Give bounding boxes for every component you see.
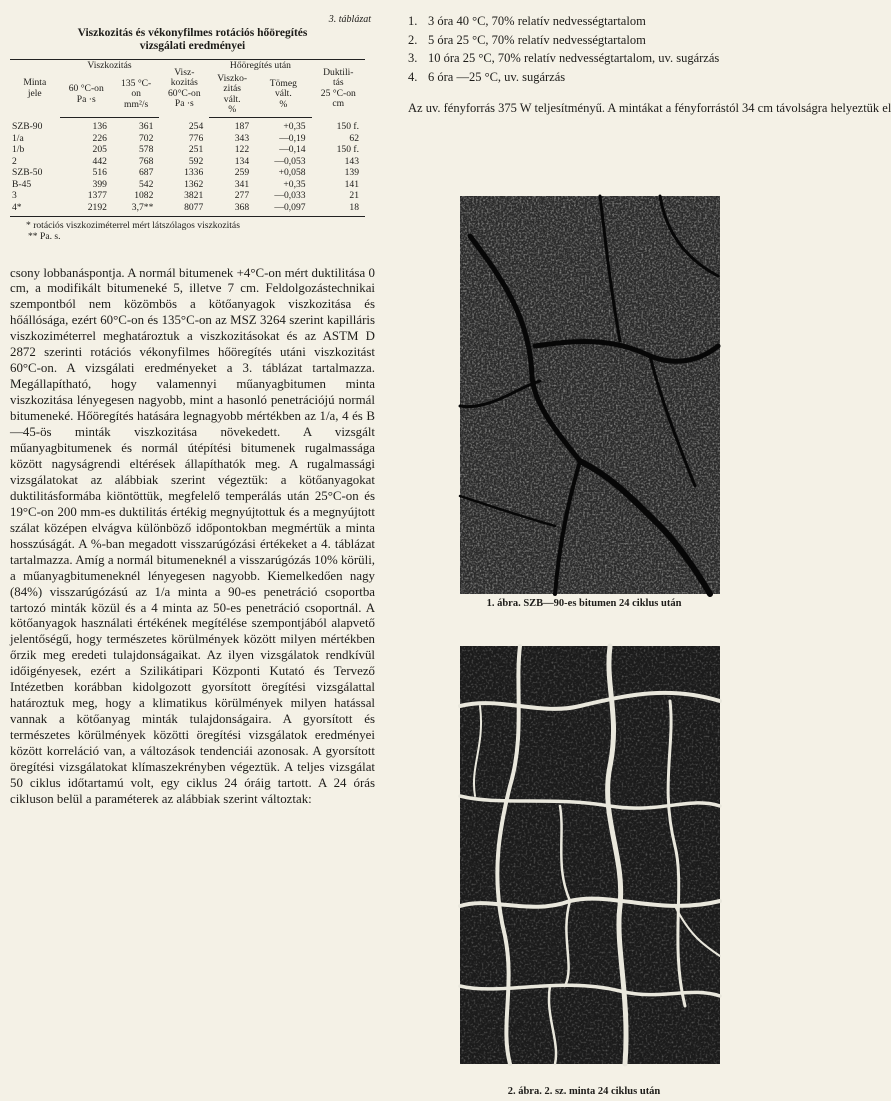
- cell-tomeg: —0,14: [279, 144, 306, 155]
- cell-v60: 2192: [60, 202, 113, 216]
- cell-duktil: 18: [312, 202, 365, 216]
- table-row: [10, 145, 365, 157]
- viscosity-table: [10, 59, 365, 217]
- col-header-tomeg: Tömeg vált. %: [255, 73, 311, 118]
- col-header-hvisz: Viszko- zitás vált. %: [209, 73, 255, 118]
- figure-1-photo: [460, 196, 720, 594]
- col-header-v60: 60 °C-on Pa ·s: [60, 73, 113, 118]
- cell-name: 4*: [10, 202, 60, 216]
- cell-duktil: 21: [349, 190, 359, 201]
- cell-duktil: 150 f.: [336, 144, 359, 155]
- cell-v135: 687: [138, 167, 154, 178]
- cell-v135: 361: [138, 121, 154, 132]
- table-title: [10, 27, 375, 53]
- cell-hvisz: 368: [209, 202, 255, 216]
- cell-vrot: 254: [188, 120, 204, 132]
- cell-tomeg: +0,35: [283, 121, 306, 132]
- cell-name: SZB-90: [12, 120, 43, 132]
- cell-duktil: 62: [349, 132, 359, 144]
- list-item: 4. 6 óra —25 °C, uv. sugárzás: [408, 69, 566, 84]
- table-number: 3. táblázat: [328, 14, 371, 25]
- cell-name: 3: [12, 190, 17, 201]
- col-group-horegites: Hőöregítés után: [209, 60, 311, 73]
- cell-tomeg: —0,097: [255, 202, 311, 216]
- table-row: [10, 191, 365, 203]
- cell-hvisz: 259: [234, 167, 250, 178]
- cell-vrot: 592: [188, 155, 204, 167]
- cell-tomeg: +0,058: [278, 167, 306, 178]
- footnote: ** Pa. s.: [28, 230, 61, 242]
- table-row: [10, 133, 365, 145]
- figure-2-caption: 2. ábra. 2. sz. minta 24 ciklus után: [507, 1086, 661, 1097]
- cell-v135: 702: [138, 132, 154, 144]
- cell-duktil: 143: [344, 155, 359, 167]
- cell-duktil: 141: [344, 178, 359, 190]
- table-title-line: Viszkozitás és vékonyfilmes rotációs hőöregítés: [77, 27, 308, 39]
- cell-tomeg: —0,19: [279, 132, 306, 144]
- cell-vrot: 1336: [184, 167, 204, 178]
- cell-v60: 442: [92, 155, 107, 167]
- cell-tomeg: +0,35: [283, 178, 306, 190]
- figure-1-caption: 1. ábra. SZB—90-es bitumen 24 ciklus után: [486, 598, 682, 609]
- col-header-duktilitas: Duktili- tás 25 °C-on cm: [312, 60, 365, 118]
- cell-v60: 136: [92, 121, 107, 132]
- cell-duktil: 150 f.: [336, 120, 359, 132]
- list-item: 1. 3 óra 40 °C, 70% relatív nedvességtartalom: [408, 14, 646, 28]
- table-row: [10, 156, 365, 168]
- cell-hvisz: 134: [234, 155, 250, 167]
- body-paragraph: csony lobbanáspontja. A normál bitumenek +4°C-on mért duktilitása 0 cm, a modifikált bitumeneké 5, illetve 7 cm. Feldolgozástechnikai szempontból nem közömbös a kötőanyagok viszkozitása és hőállósága, ezért 60°C-on és 135°C-on az MSZ 3264 szerint kapilláris viszkoziméterrel meghatároztuk a viszkozitásokat és az ASTM D 2872 szerinti rotációs vékonyfilmes hőöregítés utáni viszkozitást 60°C-on. A vizsgálati eredményeket a 3. táblázat tartalmazza. Megállapítható, hogy valamennyi műanyagbitumen minta viszkozitása lényegesen nagyobb, mint a hasonló penetrációjú normál bitumeneké. Hőöregítés hatására legnagyobb mértékben az 1/a, 4 és B—45-ös minták viszkozitása növekedett. A vizsgált műanyagbitumenek és normál útépítési bitumenek rugalmassága között nagyságrendi eltérések állapíthatók meg. A rugalmassági vizsgálatokat az alábbiak szerint végeztük: a kötőanyagokat duktilitásformába kiöntöttük, megfelelő temperálás után 25°C-on és 19°C-on 200 mm-es duktilitás értékig megnyújtottuk és a megnyújtott szálat középen elvágva különböző időpontokban megmértük a minta hosszúságát. A %-ban megadott visszarúgózási értékeket a 4. táblázat tartalmazza. Amíg a normál bitumeneknél a visszarúgózás 10% körüli, a műanyagbitumeneknél lényegesen nagyobb. Kiemelkedően nagy (84%) visszarúgózású az 1/a minta a 90-es penetráció csoportba tartozó minták közül és a 4 minta az 50-es penetráció csoportnál. A kötőanyagok használati értékének megítélése szempontjából alapvető jelentőségű, hogy természetes körülmények között milyen mértékben őrzik meg eredeti tulajdonságaikat. Az ilyen vizsgálatok rendkívül időigényesek, ezért a Szilikátipari Központi Kutató és Tervező Intézetben korábban kidolgozott gyorsított öregítési vizsgálattal határoztuk meg, hogy a klimatikus körülmények milyen hatással vannak a kötőanyag minták tulajdonságaira. A gyorsított és természetes körülmények közötti öregítési vizsgálatok eredményei között korreláció van, a változások tendenciái azonosak. A gyorsított öregítési vizsgálatokat klímaszekrényben végeztük. A teljes vizsgálat 50 ciklus időtartamú volt, egy ciklus 24 óráig tartott. A 24 órás cikluson belül a paraméterek az alábbiak szerint változtak:: [10, 265, 375, 806]
- table-row: [10, 168, 365, 180]
- cell-name: 1/b: [12, 144, 25, 155]
- cell-v60: 399: [92, 178, 107, 190]
- cell-v135: 578: [138, 144, 154, 155]
- cell-name: 1/a: [12, 132, 24, 144]
- cell-v60: 1377: [87, 190, 107, 201]
- cell-v135: 1082: [134, 190, 154, 201]
- cell-v60: 226: [92, 132, 107, 144]
- cell-vrot: 8077: [159, 202, 209, 216]
- cell-vrot: 1362: [184, 178, 204, 190]
- cell-vrot: 776: [188, 132, 204, 144]
- cell-hvisz: 343: [234, 132, 250, 144]
- table-title-line: vizsgálati eredményei: [139, 40, 246, 52]
- cell-hvisz: 187: [234, 121, 250, 132]
- cell-duktil: 139: [344, 167, 359, 178]
- list-item: 2. 5 óra 25 °C, 70% relatív nedvességtartalom: [408, 32, 646, 47]
- cell-hvisz: 341: [234, 178, 250, 190]
- footnote: * rotációs viszkoziméterrel mért látszólagos viszkozitás: [26, 219, 240, 231]
- cell-vrot: 251: [188, 144, 204, 155]
- col-header-v135: 135 °C- on mm²/s: [113, 73, 159, 118]
- cell-name: 2: [12, 155, 17, 167]
- cell-v135: 542: [138, 178, 154, 190]
- col-header-vrot: Visz- kozitás 60°C-on Pa ·s: [159, 60, 209, 118]
- cell-vrot: 3821: [184, 190, 204, 201]
- table-row: [10, 202, 365, 216]
- cell-hvisz: 122: [234, 144, 250, 155]
- cell-tomeg: —0,033: [274, 190, 306, 201]
- col-header-minta: Minta jele: [10, 60, 60, 118]
- uv-source-text: Az uv. fényforrás 375 W teljesítményű. A mintákat a fényforrástól 34 cm távolságra helyeztük el: [408, 101, 891, 115]
- right-column: [408, 14, 891, 1097]
- table-row: [10, 117, 365, 133]
- table-footnotes: [26, 220, 375, 242]
- cell-v60: 516: [92, 167, 107, 178]
- table-row: [10, 179, 365, 191]
- cell-v60: 205: [92, 144, 107, 155]
- cycle-conditions-list: [408, 14, 760, 85]
- cell-hvisz: 277: [234, 190, 250, 201]
- left-column: [10, 14, 375, 808]
- list-item: 3. 10 óra 25 °C, 70% relatív nedvességtartalom, uv. sugárzás: [408, 51, 720, 65]
- cell-tomeg: —0,053: [274, 155, 306, 167]
- cell-v135: 768: [138, 155, 154, 167]
- cell-name: SZB-50: [12, 167, 43, 178]
- cell-name: B-45: [12, 178, 32, 190]
- col-group-viszkozitas: Viszkozitás: [60, 60, 160, 73]
- figure-2-photo: [460, 646, 720, 1064]
- cell-v135: 3,7**: [113, 202, 159, 216]
